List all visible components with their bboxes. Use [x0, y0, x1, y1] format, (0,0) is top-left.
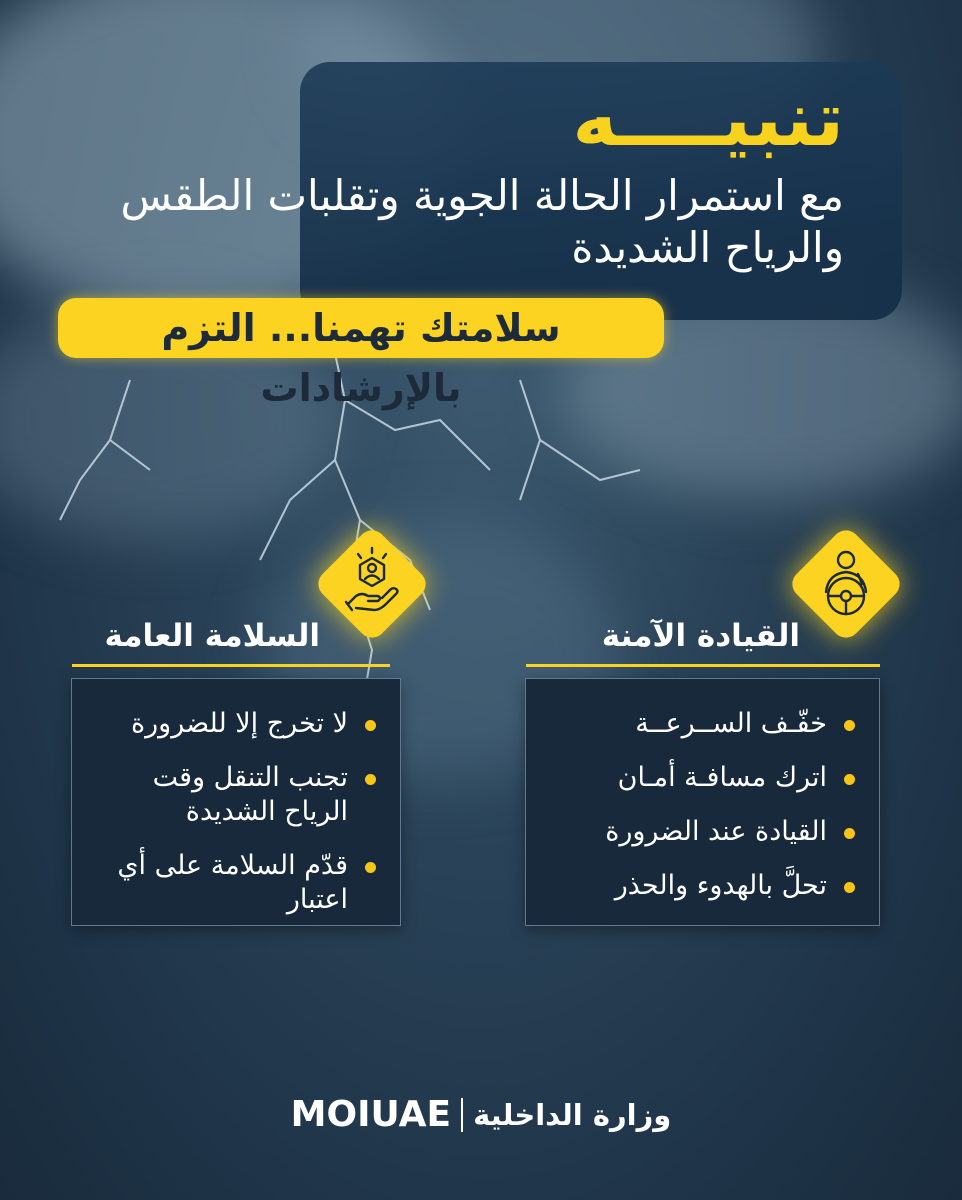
safe-driving-panel — [525, 678, 880, 926]
bullet-icon — [844, 720, 855, 731]
list-item: لا تخرج إلا للضرورة — [94, 707, 376, 741]
public-safety-divider — [72, 664, 390, 667]
footer-brand — [0, 1094, 962, 1135]
bullet-icon — [365, 720, 376, 731]
public-safety-title: السلامة العامة — [104, 618, 320, 654]
list-item: تجنب التنقل وقت الرياح الشديدة — [94, 761, 376, 829]
list-item: تحلَّ بالهدوء والحذر — [550, 869, 855, 903]
list-item: خفّـف الســرعــة — [550, 707, 855, 741]
list-item: اترك مسافـة أمـان — [550, 761, 855, 795]
bullet-icon — [365, 862, 376, 873]
safe-driving-divider — [526, 664, 880, 667]
public-safety-panel — [71, 678, 401, 926]
driver-steering-wheel-icon — [796, 534, 896, 634]
list-item: القيادة عند الضرورة — [550, 815, 855, 849]
brand-separator — [461, 1098, 463, 1132]
safe-driving-title: القيادة الآمنة — [601, 618, 800, 654]
list-item: قدّم السلامة على أي اعتبار — [94, 849, 376, 917]
hand-person-care-icon — [322, 534, 422, 634]
brand-english: MOIUAE — [290, 1094, 452, 1135]
bullet-icon — [844, 828, 855, 839]
safety-slogan: سلامتك تهمنا... التزم بالإرشادات — [58, 298, 664, 358]
bullet-icon — [844, 882, 855, 893]
brand-arabic: وزارة الداخلية — [473, 1097, 672, 1132]
bullet-icon — [365, 774, 376, 785]
alert-title: تنبيــــه — [572, 74, 844, 163]
bullet-icon — [844, 774, 855, 785]
alert-subtitle: مع استمرار الحالة الجوية وتقلبات الطقس والرياح الشديدة — [120, 171, 844, 272]
